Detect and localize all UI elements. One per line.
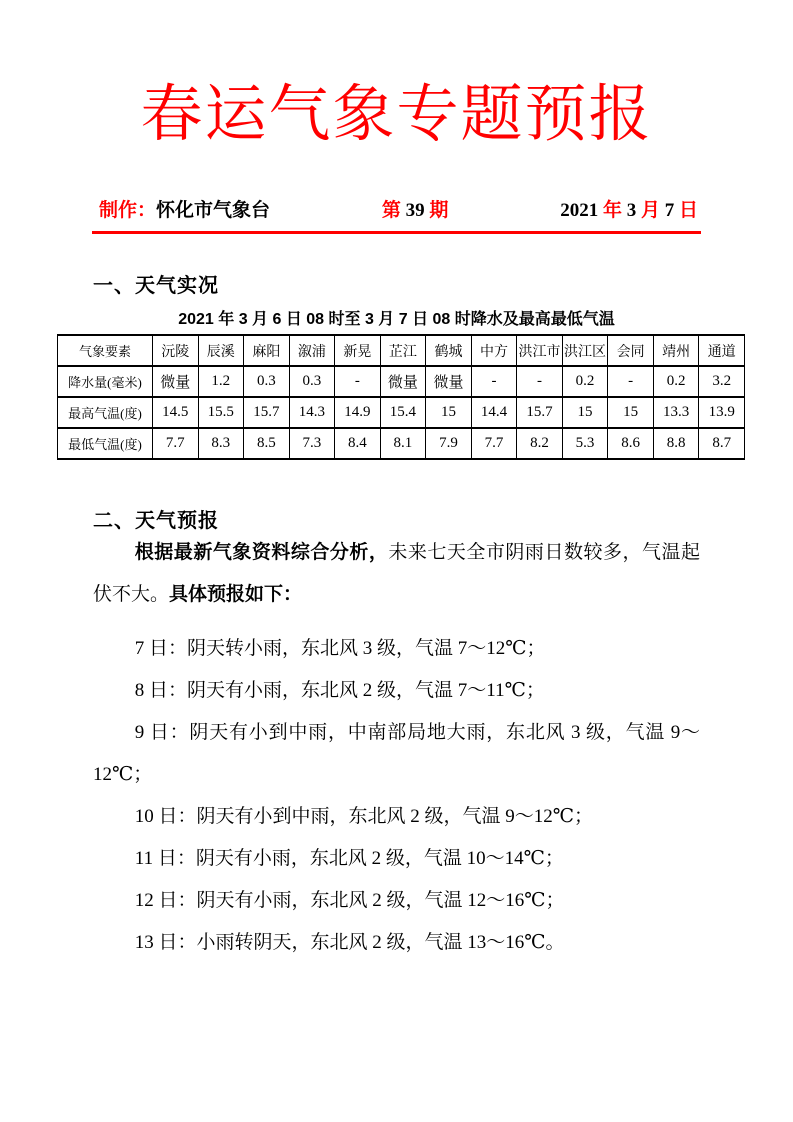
header-divider xyxy=(92,231,701,234)
table-cell: 8.6 xyxy=(608,428,654,459)
row-label-cell: 最高气温(度) xyxy=(58,397,153,428)
forecast-intro xyxy=(93,532,700,616)
table-cell: - xyxy=(517,366,563,397)
intro-bold-tail: 具体预报如下： xyxy=(169,584,303,605)
station-header-cell: 中方 xyxy=(471,335,517,366)
table-cell: 14.4 xyxy=(471,397,517,428)
table-cell: - xyxy=(335,366,381,397)
table-cell: 15 xyxy=(426,397,472,428)
table-cell: 微量 xyxy=(153,366,199,397)
table-cell: 7.3 xyxy=(289,428,335,459)
table-cell: 8.8 xyxy=(653,428,699,459)
table-cell: 8.7 xyxy=(699,428,745,459)
table-row xyxy=(58,428,745,459)
table-cell: 14.9 xyxy=(335,397,381,428)
forecast-item: 9 日：阴天有小到中雨，中南部局地大雨，东北风 3 级，气温 9～12℃； xyxy=(93,722,700,785)
table-cell: 0.2 xyxy=(562,366,608,397)
table-cell: 3.2 xyxy=(699,366,745,397)
table-header-row xyxy=(58,335,745,366)
table-cell: 0.3 xyxy=(244,366,290,397)
date-year-unit: 年 xyxy=(602,200,622,221)
table-cell: 微量 xyxy=(380,366,426,397)
table-cell: - xyxy=(471,366,517,397)
weather-table-body xyxy=(58,366,745,459)
table-cell: 14.5 xyxy=(153,397,199,428)
table-cell: 15.7 xyxy=(244,397,290,428)
station-header-cell: 通道 xyxy=(699,335,745,366)
document-header-line xyxy=(99,198,698,224)
intro-bold-lead: 根据最新气象资料综合分析， xyxy=(134,542,389,563)
forecast-item: 7 日：阴天转小雨，东北风 3 级，气温 7～12℃； xyxy=(134,638,546,659)
date-day-unit: 日 xyxy=(678,200,698,221)
issue-prefix: 第 xyxy=(381,200,401,221)
table-row xyxy=(58,397,745,428)
table-cell: 14.3 xyxy=(289,397,335,428)
section1-heading: 一、天气实况 xyxy=(93,275,219,297)
table-cell: 7.7 xyxy=(153,428,199,459)
date-year: 2021 xyxy=(560,200,603,221)
forecast-item: 12 日：阴天有小雨，东北风 2 级，气温 12～16℃； xyxy=(134,890,565,911)
table-cell: 15 xyxy=(562,397,608,428)
table-cell: 15.5 xyxy=(198,397,244,428)
table-cell: 15.4 xyxy=(380,397,426,428)
table-cell: 0.3 xyxy=(289,366,335,397)
forecast-item: 8 日：阴天有小雨，东北风 2 级，气温 7～11℃； xyxy=(134,680,545,701)
station-header-cell: 沅陵 xyxy=(153,335,199,366)
table-row xyxy=(58,366,745,397)
producer xyxy=(99,198,270,224)
row-label-cell: 降水量(毫米) xyxy=(58,366,153,397)
intro-regular: 未来七天全市阴雨日数较多，气温起伏不大。 xyxy=(93,542,700,605)
station-header-cell: 洪江市 xyxy=(517,335,563,366)
table-cell: 微量 xyxy=(426,366,472,397)
table-cell: 15 xyxy=(608,397,654,428)
weather-table xyxy=(57,334,745,460)
table-cell: 7.9 xyxy=(426,428,472,459)
forecast-list xyxy=(93,628,700,964)
table-cell: 0.2 xyxy=(653,366,699,397)
table-cell: 13.3 xyxy=(653,397,699,428)
document-title: 春运气象专题预报 xyxy=(140,81,653,149)
table-corner-cell: 气象要素 xyxy=(58,335,153,366)
forecast-item: 11 日：阴天有小雨，东北风 2 级，气温 10～14℃； xyxy=(134,848,564,869)
table-cell: 7.7 xyxy=(471,428,517,459)
station-header-cell: 洪江区 xyxy=(562,335,608,366)
table-cell: 13.9 xyxy=(699,397,745,428)
date-month: 3 xyxy=(621,200,641,221)
table-cell: 5.3 xyxy=(562,428,608,459)
forecast-item: 10 日：阴天有小到中雨，东北风 2 级，气温 9～12℃； xyxy=(134,806,594,827)
producer-value: 怀化市气象台 xyxy=(156,200,271,221)
table-cell: 8.5 xyxy=(244,428,290,459)
table-cell: 8.3 xyxy=(198,428,244,459)
station-header-cell: 鹤城 xyxy=(426,335,472,366)
station-header-cell: 会同 xyxy=(608,335,654,366)
section2-heading: 二、天气预报 xyxy=(93,510,219,532)
weather-table-title: 2021 年 3 月 6 日 08 时至 3 月 7 日 08 时降水及最高最低气温 xyxy=(178,311,615,328)
station-header-cell: 芷江 xyxy=(380,335,426,366)
station-header-cell: 麻阳 xyxy=(244,335,290,366)
issue-number xyxy=(382,198,449,224)
table-cell: 8.4 xyxy=(335,428,381,459)
table-cell: 1.2 xyxy=(198,366,244,397)
producer-label: 制作： xyxy=(99,200,157,221)
station-header-cell: 辰溪 xyxy=(198,335,244,366)
issue-date xyxy=(560,198,698,224)
table-cell: 8.2 xyxy=(517,428,563,459)
date-month-unit: 月 xyxy=(640,200,660,221)
issue-suffix: 期 xyxy=(429,200,449,221)
date-day: 7 xyxy=(659,200,679,221)
table-cell: 8.1 xyxy=(380,428,426,459)
station-header-cell: 靖州 xyxy=(653,335,699,366)
issue-value: 39 xyxy=(400,200,430,221)
table-cell: - xyxy=(608,366,654,397)
forecast-item: 13 日：小雨转阴天，东北风 2 级，气温 13～16℃。 xyxy=(134,932,565,953)
table-cell: 15.7 xyxy=(517,397,563,428)
row-label-cell: 最低气温(度) xyxy=(58,428,153,459)
station-header-cell: 新晃 xyxy=(335,335,381,366)
station-header-cell: 溆浦 xyxy=(289,335,335,366)
